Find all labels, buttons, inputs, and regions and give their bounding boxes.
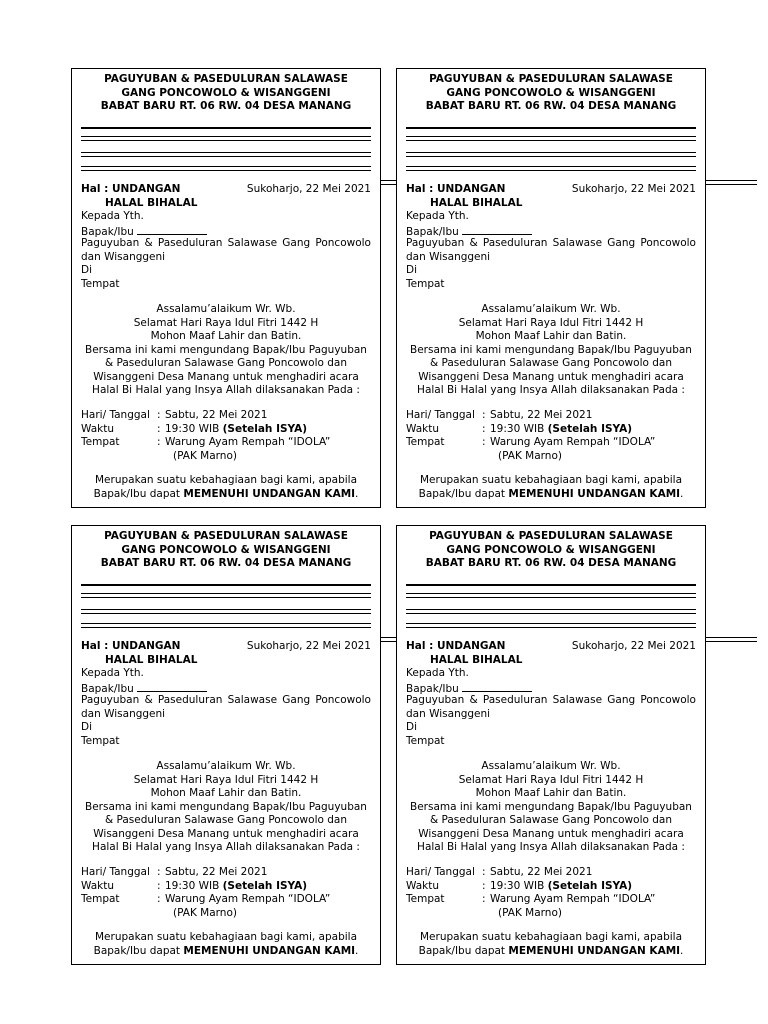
body-line: Assalamu’alaikum Wr. Wb. bbox=[156, 303, 296, 315]
letter-date: Sukoharjo, 22 Mei 2021 bbox=[246, 640, 371, 652]
detail-value: (PAK Marno) bbox=[173, 906, 237, 919]
detail-label: Hari/ Tanggal bbox=[406, 409, 475, 421]
body-line: Halal Bi Halal yang Insya Allah dilaksanakan Pada : bbox=[417, 384, 685, 396]
letterhead-rule bbox=[406, 609, 696, 610]
closing-line bbox=[401, 945, 701, 959]
detail-row-time bbox=[406, 880, 696, 894]
letterhead-rule bbox=[406, 170, 696, 171]
detail-row-time bbox=[406, 423, 696, 437]
detail-value bbox=[490, 880, 632, 894]
recipient-name-line bbox=[406, 681, 696, 695]
subject-row bbox=[81, 183, 371, 197]
letterhead-rule bbox=[406, 152, 696, 153]
time-note: (Setelah ISYA) bbox=[222, 879, 308, 892]
detail-value: Sabtu, 22 Mei 2021 bbox=[490, 866, 593, 878]
detail-row-place-note bbox=[406, 450, 696, 464]
letterhead-rule bbox=[406, 627, 696, 628]
closing-part: Bapak/Ibu dapat bbox=[418, 487, 506, 500]
letterhead-rule bbox=[81, 170, 371, 171]
detail-value: Warung Ayam Rempah “IDOLA” bbox=[490, 893, 656, 905]
subject-label: Hal : UNDANGAN bbox=[81, 183, 181, 195]
recipient-blank-field bbox=[462, 224, 532, 235]
letterhead-line: PAGUYUBAN & PASEDULURAN SALAWASE bbox=[429, 530, 673, 542]
invitation-body bbox=[76, 303, 376, 398]
closing-part: Bapak/Ibu dapat bbox=[93, 487, 181, 500]
letterhead-line: PAGUYUBAN & PASEDULURAN SALAWASE bbox=[104, 73, 348, 85]
letter-date: Sukoharjo, 22 Mei 2021 bbox=[571, 183, 696, 195]
body-line: Wisanggeni Desa Manang untuk menghadiri acara bbox=[418, 827, 684, 840]
detail-label: Hari/ Tanggal bbox=[81, 866, 150, 878]
detail-row-place bbox=[81, 893, 371, 907]
detail-value: Warung Ayam Rempah “IDOLA” bbox=[490, 436, 656, 448]
letterhead bbox=[397, 530, 705, 571]
letterhead-rule bbox=[406, 166, 696, 167]
recipient-block bbox=[81, 210, 371, 291]
body-line: Wisanggeni Desa Manang untuk menghadiri acara bbox=[418, 370, 684, 383]
body-line: Selamat Hari Raya Idul Fitri 1442 H bbox=[458, 773, 644, 786]
letterhead-rule bbox=[81, 597, 371, 598]
closing-text bbox=[76, 931, 376, 958]
recipient-address: dan Wisanggeni bbox=[81, 707, 166, 720]
detail-row-date bbox=[406, 409, 696, 423]
invitation-body bbox=[76, 760, 376, 855]
recipient-blank-field bbox=[137, 224, 207, 235]
time-value: 19:30 WIB bbox=[165, 422, 220, 435]
letterhead-rule bbox=[81, 584, 371, 586]
letterhead-line: BABAT BARU RT. 06 RW. 04 DESA MANANG bbox=[425, 100, 677, 112]
subject-label: Hal : UNDANGAN bbox=[406, 640, 506, 652]
time-value: 19:30 WIB bbox=[490, 879, 545, 892]
detail-label: Hari/ Tanggal bbox=[406, 866, 475, 878]
body-line: & Paseduluran Salawase Gang Poncowolo dan bbox=[104, 357, 348, 369]
detail-colon: : bbox=[157, 436, 161, 448]
body-line: Selamat Hari Raya Idul Fitri 1442 H bbox=[458, 316, 644, 329]
recipient-tempat: Tempat bbox=[406, 734, 445, 747]
recipient-block bbox=[406, 210, 696, 291]
detail-row-place-note bbox=[406, 907, 696, 921]
letterhead-rule bbox=[406, 593, 696, 594]
closing-line bbox=[76, 488, 376, 502]
letterhead-rule bbox=[81, 166, 371, 167]
detail-row-time bbox=[81, 880, 371, 894]
recipient-tempat: Tempat bbox=[406, 277, 445, 290]
letter-date: Sukoharjo, 22 Mei 2021 bbox=[246, 183, 371, 195]
recipient-name-line bbox=[81, 681, 371, 695]
closing-line: Merupakan suatu kebahagiaan bagi kami, apabila bbox=[94, 931, 358, 943]
recipient-di: Di bbox=[81, 721, 93, 733]
detail-value bbox=[165, 880, 307, 894]
detail-colon: : bbox=[482, 422, 486, 435]
closing-emphasis: MEMENUHI UNDANGAN KAMI bbox=[508, 944, 681, 957]
detail-row-date bbox=[81, 409, 371, 423]
body-line: Assalamu’alaikum Wr. Wb. bbox=[156, 760, 296, 772]
recipient-address: Paguyuban & Paseduluran Salawase Gang Poncowolo bbox=[406, 694, 696, 706]
detail-colon: : bbox=[482, 409, 486, 421]
closing-text bbox=[76, 474, 376, 501]
letterhead-line: BABAT BARU RT. 06 RW. 04 DESA MANANG bbox=[100, 100, 352, 112]
closing-part: Bapak/Ibu dapat bbox=[418, 944, 506, 957]
closing-line: Merupakan suatu kebahagiaan bagi kami, apabila bbox=[419, 474, 683, 486]
detail-colon: : bbox=[157, 866, 161, 878]
detail-colon: : bbox=[157, 422, 161, 435]
letterhead bbox=[397, 73, 705, 114]
invitation-card bbox=[396, 525, 706, 965]
body-line: Halal Bi Halal yang Insya Allah dilaksanakan Pada : bbox=[92, 841, 360, 853]
letterhead-line: PAGUYUBAN & PASEDULURAN SALAWASE bbox=[104, 530, 348, 542]
subject-label: Hal : UNDANGAN bbox=[406, 183, 506, 195]
invitation-card bbox=[71, 525, 381, 965]
subject-detail: HALAL BIHALAL bbox=[430, 654, 523, 666]
closing-period: . bbox=[355, 487, 359, 500]
detail-label: Waktu bbox=[81, 879, 114, 892]
subject-detail: HALAL BIHALAL bbox=[105, 654, 198, 666]
body-line: Selamat Hari Raya Idul Fitri 1442 H bbox=[133, 773, 319, 786]
body-line: Bersama ini kami mengundang Bapak/Ibu Paguyuban bbox=[85, 800, 367, 813]
recipient-di: Di bbox=[406, 721, 418, 733]
detail-value: (PAK Marno) bbox=[173, 449, 237, 462]
recipient-address: Paguyuban & Paseduluran Salawase Gang Poncowolo bbox=[81, 694, 371, 706]
recipient-greeting: Kepada Yth. bbox=[81, 667, 144, 679]
event-details bbox=[406, 866, 696, 920]
letterhead bbox=[72, 530, 380, 571]
letterhead-rule bbox=[81, 609, 371, 610]
body-line: Mohon Maaf Lahir dan Batin. bbox=[150, 787, 302, 799]
recipient-di: Di bbox=[406, 264, 418, 276]
detail-row-date bbox=[406, 866, 696, 880]
letterhead-rule bbox=[406, 127, 696, 129]
letterhead-line: GANG PONCOWOLO & WISANGGENI bbox=[446, 86, 656, 99]
invitation-card bbox=[396, 68, 706, 508]
closing-line bbox=[401, 488, 701, 502]
detail-row-time bbox=[81, 423, 371, 437]
recipient-name-line bbox=[406, 224, 696, 238]
time-note: (Setelah ISYA) bbox=[547, 879, 633, 892]
letterhead-rule bbox=[81, 156, 371, 157]
detail-value: Warung Ayam Rempah “IDOLA” bbox=[165, 893, 331, 905]
recipient-tempat: Tempat bbox=[81, 734, 120, 747]
body-line: Mohon Maaf Lahir dan Batin. bbox=[150, 330, 302, 342]
detail-value: Sabtu, 22 Mei 2021 bbox=[165, 409, 268, 421]
detail-colon: : bbox=[157, 409, 161, 421]
detail-label: Waktu bbox=[81, 422, 114, 435]
letterhead-rule bbox=[81, 613, 371, 614]
closing-line bbox=[76, 945, 376, 959]
letterhead-line: BABAT BARU RT. 06 RW. 04 DESA MANANG bbox=[425, 557, 677, 569]
letterhead-rule bbox=[406, 140, 696, 141]
recipient-di: Di bbox=[81, 264, 93, 276]
body-line: Selamat Hari Raya Idul Fitri 1442 H bbox=[133, 316, 319, 329]
event-details bbox=[81, 866, 371, 920]
invitation-body bbox=[401, 303, 701, 398]
body-line: & Paseduluran Salawase Gang Poncowolo dan bbox=[429, 357, 673, 369]
detail-colon: : bbox=[482, 866, 486, 878]
letterhead-rule bbox=[81, 627, 371, 628]
recipient-block bbox=[406, 667, 696, 748]
closing-emphasis: MEMENUHI UNDANGAN KAMI bbox=[183, 944, 356, 957]
event-details bbox=[406, 409, 696, 463]
recipient-address: Paguyuban & Paseduluran Salawase Gang Poncowolo bbox=[81, 237, 371, 249]
letterhead-rule bbox=[81, 593, 371, 594]
detail-colon: : bbox=[482, 879, 486, 892]
letterhead-rule bbox=[406, 613, 696, 614]
detail-row-date bbox=[81, 866, 371, 880]
letterhead-rule bbox=[406, 156, 696, 157]
subject-row bbox=[406, 640, 696, 654]
detail-row-place-note bbox=[81, 450, 371, 464]
time-value: 19:30 WIB bbox=[490, 422, 545, 435]
detail-value bbox=[165, 423, 307, 437]
closing-period: . bbox=[355, 944, 359, 957]
closing-text bbox=[401, 474, 701, 501]
letterhead-line: BABAT BARU RT. 06 RW. 04 DESA MANANG bbox=[100, 557, 352, 569]
subject-row bbox=[406, 183, 696, 197]
letterhead-rule bbox=[81, 623, 371, 624]
recipient-address: Paguyuban & Paseduluran Salawase Gang Poncowolo bbox=[406, 237, 696, 249]
letterhead-rule bbox=[81, 140, 371, 141]
recipient-address: dan Wisanggeni bbox=[406, 250, 491, 263]
body-line: Assalamu’alaikum Wr. Wb. bbox=[481, 303, 621, 315]
body-line: Halal Bi Halal yang Insya Allah dilaksanakan Pada : bbox=[417, 841, 685, 853]
detail-value: (PAK Marno) bbox=[498, 906, 562, 919]
closing-line: Merupakan suatu kebahagiaan bagi kami, apabila bbox=[419, 931, 683, 943]
body-line: Halal Bi Halal yang Insya Allah dilaksanakan Pada : bbox=[92, 384, 360, 396]
invitation-body bbox=[401, 760, 701, 855]
detail-label: Waktu bbox=[406, 422, 439, 435]
letterhead-rule bbox=[406, 136, 696, 137]
closing-period: . bbox=[680, 944, 684, 957]
event-details bbox=[81, 409, 371, 463]
recipient-greeting: Kepada Yth. bbox=[406, 667, 469, 679]
detail-row-place-note bbox=[81, 907, 371, 921]
letter-date: Sukoharjo, 22 Mei 2021 bbox=[571, 640, 696, 652]
detail-label: Tempat bbox=[81, 436, 120, 448]
time-value: 19:30 WIB bbox=[165, 879, 220, 892]
detail-colon: : bbox=[157, 879, 161, 892]
detail-row-place bbox=[81, 436, 371, 450]
detail-label: Tempat bbox=[81, 893, 120, 905]
subject-label: Hal : UNDANGAN bbox=[81, 640, 181, 652]
body-line: Mohon Maaf Lahir dan Batin. bbox=[475, 330, 627, 342]
detail-colon: : bbox=[482, 893, 486, 905]
recipient-name-line bbox=[81, 224, 371, 238]
invitation-card bbox=[71, 68, 381, 508]
recipient-greeting: Kepada Yth. bbox=[406, 210, 469, 222]
detail-value: (PAK Marno) bbox=[498, 449, 562, 462]
detail-label: Tempat bbox=[406, 436, 445, 448]
closing-part: Bapak/Ibu dapat bbox=[93, 944, 181, 957]
body-line: & Paseduluran Salawase Gang Poncowolo dan bbox=[429, 814, 673, 826]
recipient-tempat: Tempat bbox=[81, 277, 120, 290]
letterhead-line: PAGUYUBAN & PASEDULURAN SALAWASE bbox=[429, 73, 673, 85]
letterhead-rule bbox=[406, 597, 696, 598]
time-note: (Setelah ISYA) bbox=[222, 422, 308, 435]
body-line: & Paseduluran Salawase Gang Poncowolo dan bbox=[104, 814, 348, 826]
body-line: Bersama ini kami mengundang Bapak/Ibu Paguyuban bbox=[410, 800, 692, 813]
recipient-blank-field bbox=[462, 681, 532, 692]
letterhead-rule bbox=[406, 623, 696, 624]
body-line: Mohon Maaf Lahir dan Batin. bbox=[475, 787, 627, 799]
subject-detail: HALAL BIHALAL bbox=[105, 197, 198, 209]
recipient-title: Bapak/Ibu bbox=[81, 682, 134, 695]
letterhead-rule bbox=[81, 127, 371, 129]
detail-value: Sabtu, 22 Mei 2021 bbox=[490, 409, 593, 421]
body-line: Wisanggeni Desa Manang untuk menghadiri acara bbox=[93, 827, 359, 840]
body-line: Bersama ini kami mengundang Bapak/Ibu Paguyuban bbox=[85, 343, 367, 356]
letterhead-line: GANG PONCOWOLO & WISANGGENI bbox=[121, 86, 331, 99]
letterhead bbox=[72, 73, 380, 114]
subject-row bbox=[81, 640, 371, 654]
body-line: Bersama ini kami mengundang Bapak/Ibu Paguyuban bbox=[410, 343, 692, 356]
recipient-title: Bapak/Ibu bbox=[81, 225, 134, 238]
detail-colon: : bbox=[157, 893, 161, 905]
closing-period: . bbox=[680, 487, 684, 500]
letterhead-line: GANG PONCOWOLO & WISANGGENI bbox=[121, 543, 331, 556]
time-note: (Setelah ISYA) bbox=[547, 422, 633, 435]
letterhead-rule bbox=[406, 584, 696, 586]
detail-value: Warung Ayam Rempah “IDOLA” bbox=[165, 436, 331, 448]
detail-row-place bbox=[406, 436, 696, 450]
detail-row-place bbox=[406, 893, 696, 907]
body-line: Wisanggeni Desa Manang untuk menghadiri acara bbox=[93, 370, 359, 383]
recipient-title: Bapak/Ibu bbox=[406, 682, 459, 695]
recipient-address: dan Wisanggeni bbox=[81, 250, 166, 263]
detail-label: Waktu bbox=[406, 879, 439, 892]
detail-label: Tempat bbox=[406, 893, 445, 905]
subject-detail: HALAL BIHALAL bbox=[430, 197, 523, 209]
recipient-title: Bapak/Ibu bbox=[406, 225, 459, 238]
letterhead-line: GANG PONCOWOLO & WISANGGENI bbox=[446, 543, 656, 556]
closing-emphasis: MEMENUHI UNDANGAN KAMI bbox=[183, 487, 356, 500]
body-line: Assalamu’alaikum Wr. Wb. bbox=[481, 760, 621, 772]
detail-value: Sabtu, 22 Mei 2021 bbox=[165, 866, 268, 878]
recipient-address: dan Wisanggeni bbox=[406, 707, 491, 720]
detail-label: Hari/ Tanggal bbox=[81, 409, 150, 421]
closing-text bbox=[401, 931, 701, 958]
letterhead-rule bbox=[81, 152, 371, 153]
letterhead-rule bbox=[81, 136, 371, 137]
recipient-blank-field bbox=[137, 681, 207, 692]
recipient-block bbox=[81, 667, 371, 748]
detail-colon: : bbox=[482, 436, 486, 448]
closing-line: Merupakan suatu kebahagiaan bagi kami, apabila bbox=[94, 474, 358, 486]
detail-value bbox=[490, 423, 632, 437]
closing-emphasis: MEMENUHI UNDANGAN KAMI bbox=[508, 487, 681, 500]
recipient-greeting: Kepada Yth. bbox=[81, 210, 144, 222]
